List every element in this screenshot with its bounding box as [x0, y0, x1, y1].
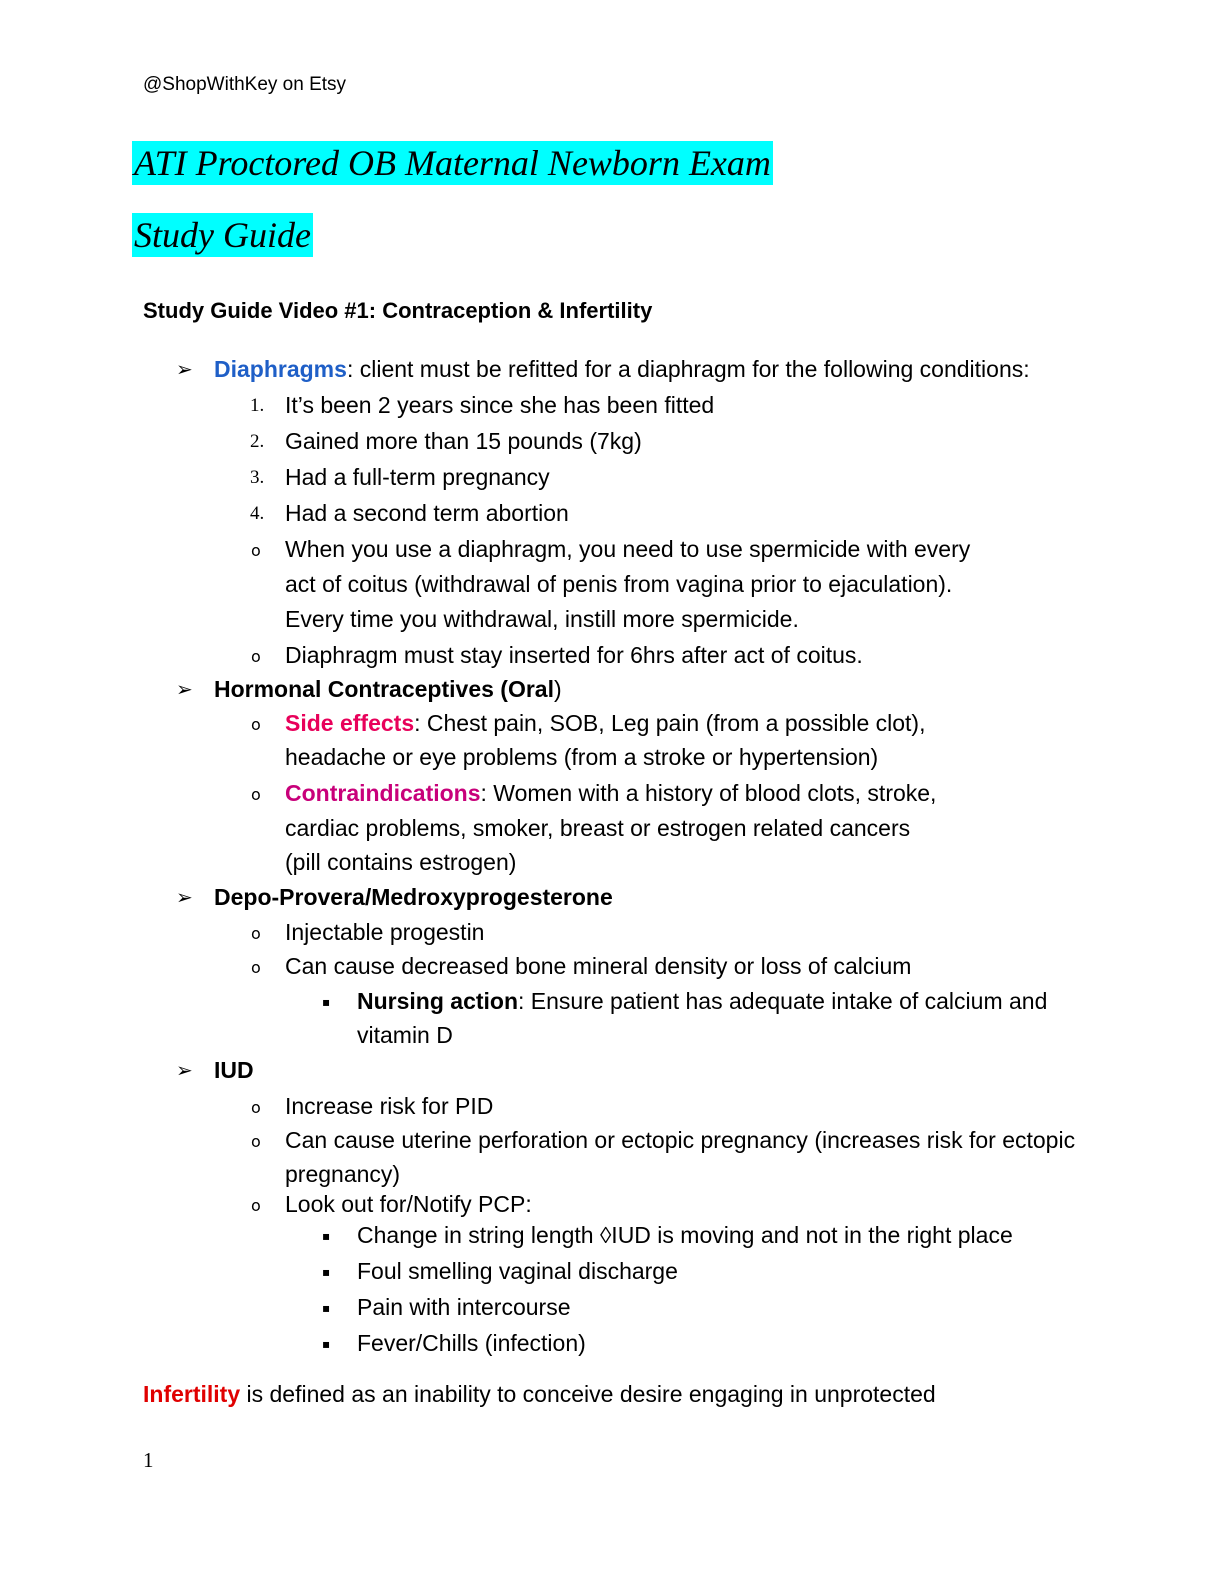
list-item-continuation: Every time you withdrawal, instill more spermicide.	[285, 606, 799, 632]
list-item: Gained more than 15 pounds (7kg)	[285, 428, 642, 454]
iud-heading: IUD	[214, 1057, 254, 1083]
list-number: 2.	[250, 431, 265, 452]
hormonal-title: Hormonal Contraceptives (Oral	[214, 676, 554, 702]
arrow-bullet: ➢	[176, 357, 193, 381]
list-item: Pain with intercourse	[357, 1294, 571, 1320]
list-item: Change in string length ◊IUD is moving and not in the right place	[357, 1222, 1013, 1248]
infertility-text: is defined as an inability to conceive desire engaging in unprotected	[240, 1381, 936, 1407]
square-bullet: ▪	[322, 1229, 331, 1243]
list-item: Fever/Chills (infection)	[357, 1330, 586, 1356]
list-item: Had a second term abortion	[285, 500, 569, 526]
diaphragms-text: : client must be refitted for a diaphragm for the following conditions:	[346, 356, 1030, 382]
nursing-action-line	[357, 987, 1047, 1015]
depo-heading: Depo-Provera/Medroxyprogesterone	[214, 884, 613, 910]
document-title-line2: Study Guide	[134, 215, 311, 255]
list-item: Had a full-term pregnancy	[285, 464, 550, 490]
diaphragms-keyword: Diaphragms	[214, 356, 347, 382]
nursing-action-text: : Ensure patient has adequate intake of calcium and	[518, 988, 1048, 1014]
diaphragms-line	[214, 355, 1030, 383]
square-bullet: ▪	[322, 1301, 331, 1315]
infertility-keyword: Infertility	[143, 1381, 241, 1407]
list-item: Can cause uterine perforation or ectopic pregnancy (increases risk for ectopic	[285, 1127, 1076, 1153]
contraindications-line	[285, 779, 936, 807]
hormonal-title-end: )	[553, 676, 562, 702]
list-item: Increase risk for PID	[285, 1093, 494, 1119]
document-title-line1: ATI Proctored OB Maternal Newborn Exam	[134, 143, 771, 183]
list-item: Foul smelling vaginal discharge	[357, 1258, 678, 1284]
arrow-bullet: ➢	[176, 885, 193, 909]
contraindications-text: : Women with a history of blood clots, stroke,	[480, 780, 937, 806]
nursing-action-continuation: vitamin D	[357, 1022, 453, 1048]
list-item: Look out for/Notify PCP:	[285, 1191, 532, 1217]
side-effects-continuation: headache or eye problems (from a stroke or hypertension)	[285, 744, 879, 770]
square-bullet: ▪	[322, 1265, 331, 1279]
list-item: Injectable progestin	[285, 919, 485, 945]
side-effects-line	[285, 709, 925, 737]
side-effects-keyword: Side effects	[285, 710, 415, 736]
list-item: Diaphragm must stay inserted for 6hrs after act of coitus.	[285, 642, 863, 668]
list-item: It’s been 2 years since she has been fitted	[285, 392, 715, 418]
list-item-continuation: act of coitus (withdrawal of penis from vagina prior to ejaculation).	[285, 571, 953, 597]
list-item: Can cause decreased bone mineral density or loss of calcium	[285, 953, 912, 979]
circle-bullet: o	[251, 924, 261, 943]
side-effects-text: : Chest pain, SOB, Leg pain (from a possible clot),	[414, 710, 926, 736]
circle-bullet: o	[251, 785, 261, 804]
contraindications-keyword: Contraindications	[285, 780, 481, 806]
circle-bullet: o	[251, 541, 261, 560]
list-number: 3.	[250, 467, 265, 488]
infertility-paragraph	[143, 1380, 936, 1408]
arrow-bullet: ➢	[176, 677, 193, 701]
page-header: @ShopWithKey on Etsy	[143, 74, 347, 95]
list-number: 1.	[250, 395, 265, 416]
circle-bullet: o	[251, 647, 261, 666]
square-bullet: ▪	[322, 1337, 331, 1351]
circle-bullet: o	[251, 958, 261, 977]
hormonal-heading	[214, 675, 562, 703]
contraindications-continuation: (pill contains estrogen)	[285, 849, 517, 875]
circle-bullet: o	[251, 1196, 261, 1215]
section-heading: Study Guide Video #1: Contraception & Infertility	[143, 298, 653, 323]
list-item-continuation: pregnancy)	[285, 1161, 401, 1187]
circle-bullet: o	[251, 1098, 261, 1117]
contraindications-continuation: cardiac problems, smoker, breast or estrogen related cancers	[285, 815, 911, 841]
square-bullet: ▪	[322, 995, 331, 1009]
page-number: 1	[143, 1448, 154, 1472]
list-item: When you use a diaphragm, you need to use spermicide with every	[285, 536, 971, 562]
list-number: 4.	[250, 503, 265, 524]
nursing-action-keyword: Nursing action	[357, 988, 519, 1014]
arrow-bullet: ➢	[176, 1058, 193, 1082]
circle-bullet: o	[251, 1132, 261, 1151]
circle-bullet: o	[251, 715, 261, 734]
